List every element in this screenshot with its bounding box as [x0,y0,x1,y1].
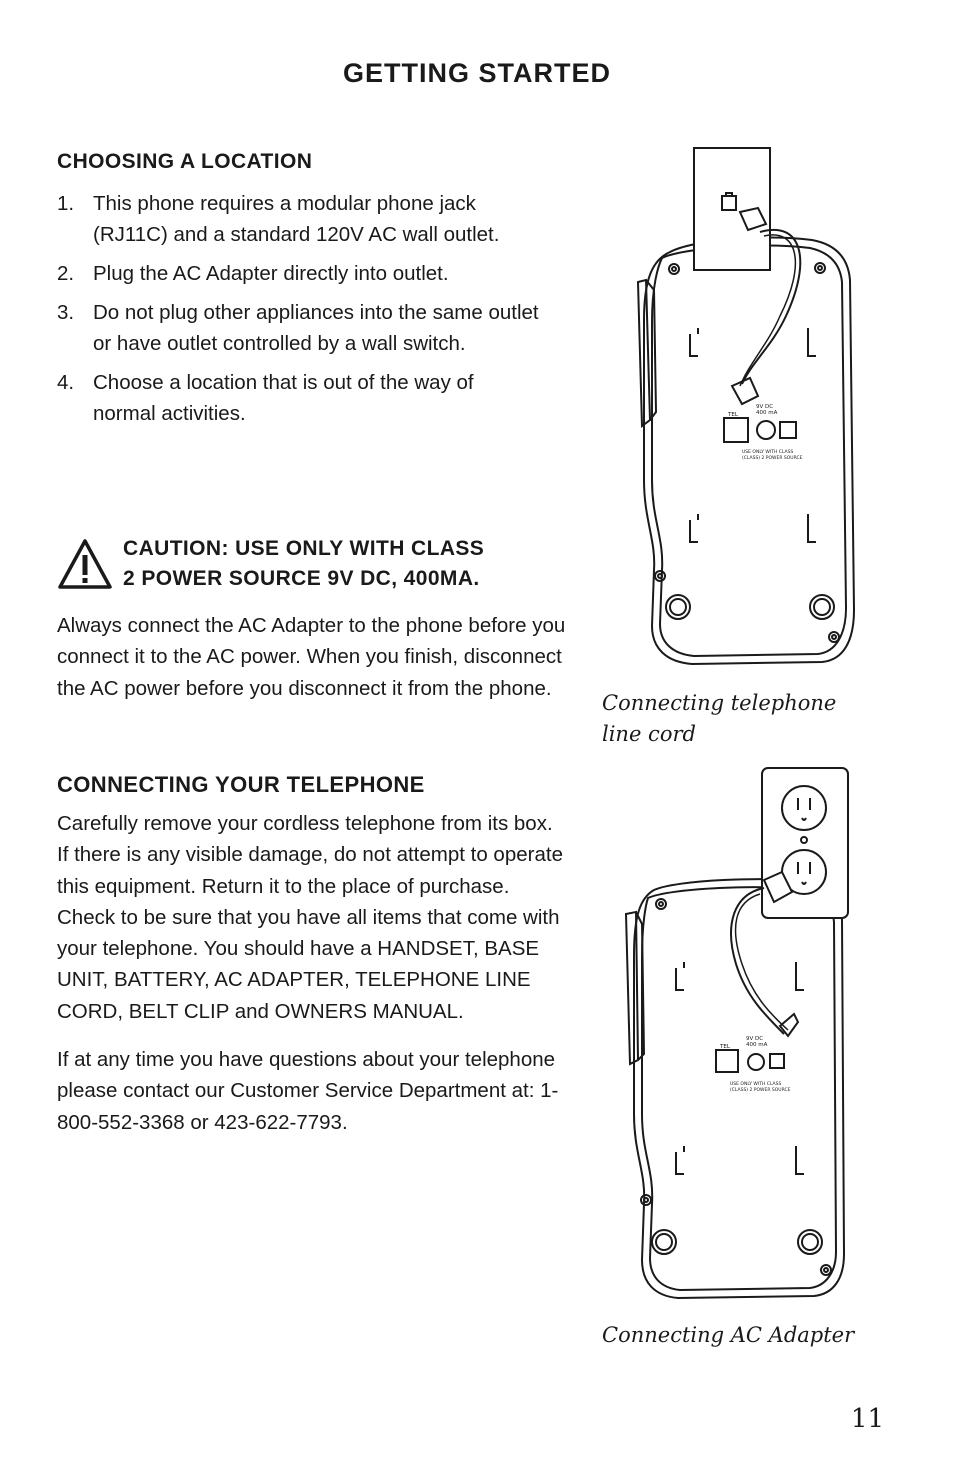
page-title: GETTING STARTED [343,58,611,88]
dc-input-label: 9V DC [746,1036,764,1042]
caution-block [57,532,587,596]
location-steps-list [57,188,539,429]
connecting-section [57,772,567,1138]
current-rating-label: 400 mA [746,1042,768,1048]
connecting-heading: CONNECTING YOUR TELEPHONE [57,772,425,797]
current-rating-label: 400 mA [756,410,778,416]
warning-label-line1: USE ONLY WITH CLASS [742,450,794,455]
caution-heading-line2: 2 POWER SOURCE 9V DC, 400MA. [123,567,480,590]
warning-triangle-icon [57,538,113,590]
phone-base-ac-adapter-illustration [614,764,864,1304]
caution-heading-line1: CAUTION: USE ONLY WITH CLASS [123,537,485,560]
connecting-paragraph-2: If at any time you have questions about your telephone please contact our Customer Service Department at: 1-800-552-3368 or 423-622-7793. [57,1048,559,1134]
warning-label-line2: (CLASS) 2 POWER SOURCE [730,1088,791,1093]
caution-body: Always connect the AC Adapter to the phone before you connect it to the AC power. When you finish, disconnect the AC power before you disconnect it from the phone. [57,614,566,700]
warning-label-line2: (CLASS) 2 POWER SOURCE [742,456,803,461]
list-item: 1. This phone requires a modular phone jack (RJ11C) and a standard 120V AC wall outlet. [57,192,500,246]
list-item: 2. Plug the AC Adapter directly into outlet. [57,262,449,285]
warning-label-line1: USE ONLY WITH CLASS [730,1082,782,1087]
dc-input-label: 9V DC [756,404,774,410]
tel-port-label: TEL [720,1044,730,1050]
choosing-location-section [57,150,577,437]
page-number: 11 [850,1404,884,1434]
figure-ac-adapter [614,764,864,1304]
figure2-caption: Connecting AC Adapter [602,1323,855,1347]
figure-line-cord [622,140,872,680]
connecting-paragraph-1: Carefully remove your cordless telephone from its box. If there is any visible damage, do not attempt to operate this equipment. Return it to the place of purchase. Check to be sure that you have all items that come with your telephone. You should have a HANDSET, BASE UNIT, BATTERY, AC ADAPTER, TELEPHONE LINE CORD, BELT CLIP and OWNERS MANUAL. [57,812,563,1023]
phone-base-line-cord-illustration [622,140,872,680]
list-item: 3. Do not plug other appliances into the same outlet or have outlet controlled by a wall switch. [57,301,539,355]
choosing-location-heading: CHOOSING A LOCATION [57,150,313,173]
tel-port-label: TEL [728,412,738,418]
list-item: 4. Choose a location that is out of the way of normal activities. [57,371,474,425]
figure1-caption: Connecting telephone line cord [602,691,837,746]
